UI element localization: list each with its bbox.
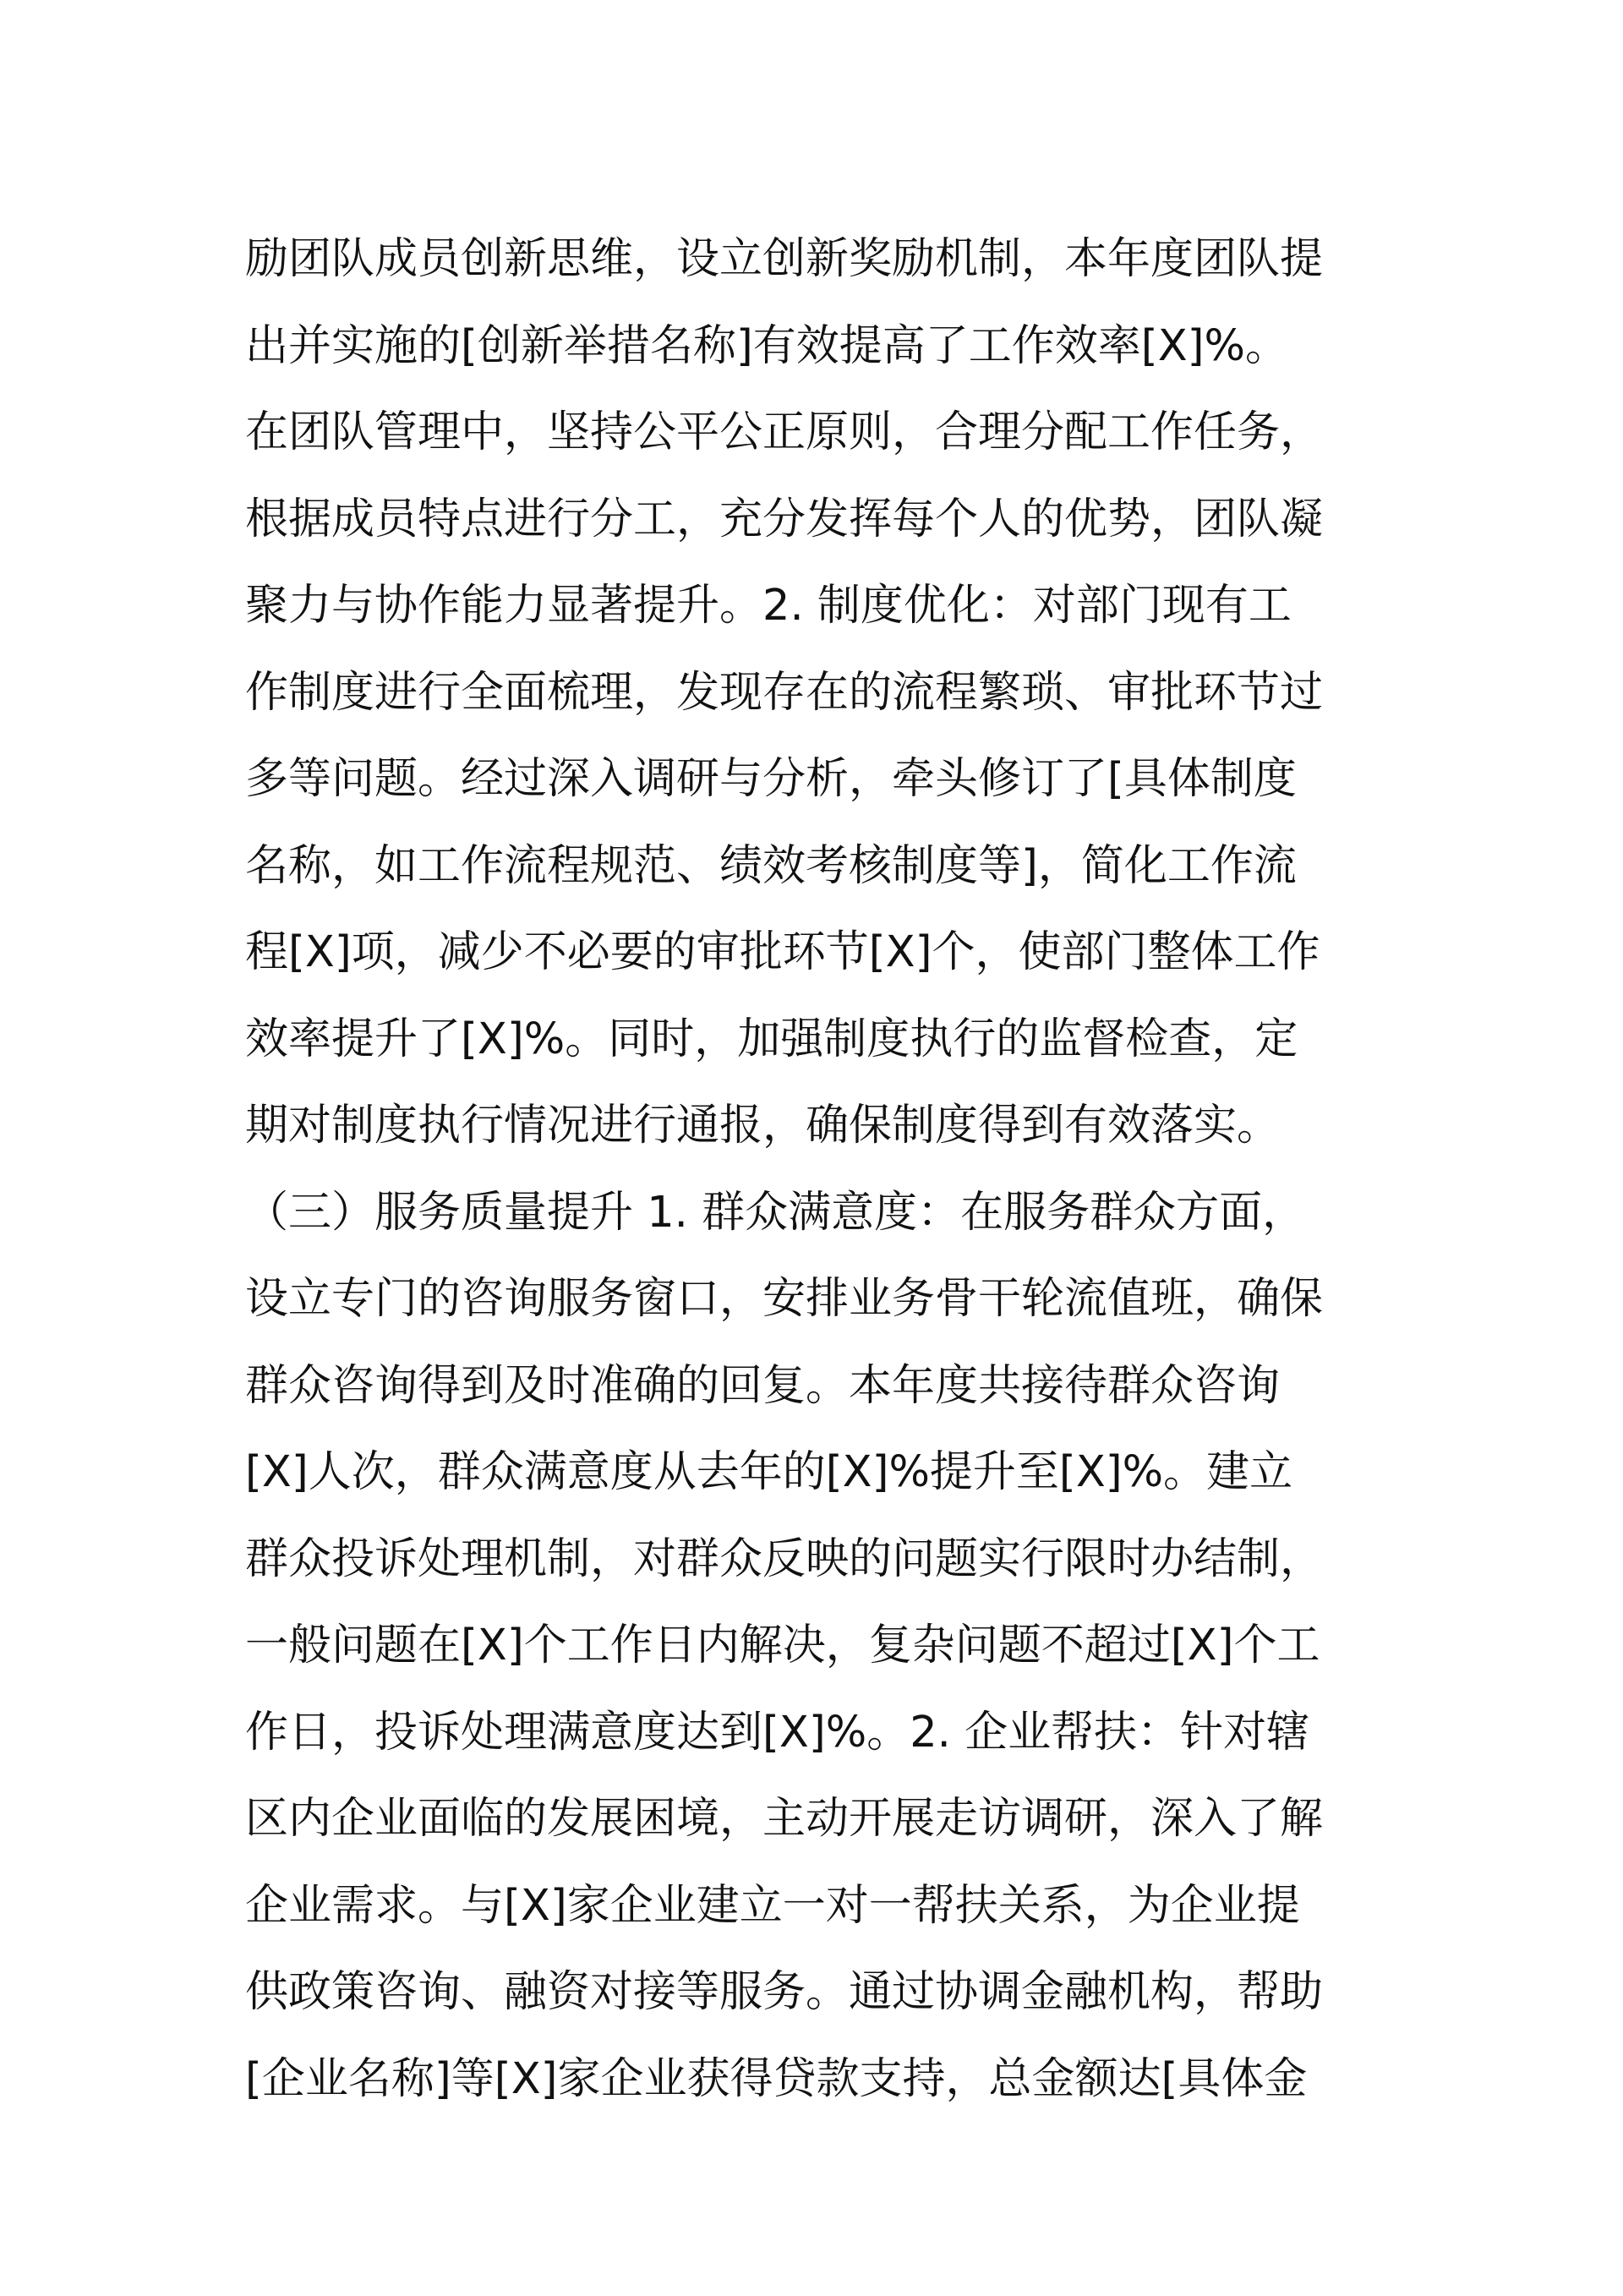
text-line: 名称，如工作流程规范、绩效考核制度等]，简化工作流 [245,840,1297,891]
text-line: 出并实施的[创新举措名称]有效提高了工作效率[X]%。 [245,320,1288,371]
text-line: 多等问题。经过深入调研与分析，牵头修订了[具体制度 [245,754,1297,804]
text-line: 在团队管理中，坚持公平公正原则，合理分配工作任务， [245,407,1324,457]
text-line: 效率提升了[X]%。同时，加强制度执行的监督检查，定 [245,1014,1298,1064]
section-heading-line: （三）服务质量提升 1. 群众满意度：在服务群众方面， [245,1187,1306,1238]
text-line: 作制度进行全面梳理，发现存在的流程繁琐、审批环节过 [245,667,1324,718]
text-line: 企业需求。与[X]家企业建立一对一帮扶关系，为企业提 [245,1880,1300,1931]
text-line: 根据成员特点进行分工，充分发挥每个人的优势，团队凝 [245,494,1324,544]
text-line: 期对制度执行情况进行通报，确保制度得到有效落实。 [245,1101,1281,1151]
text-line: 群众投诉处理机制，对群众反映的问题实行限时办结制， [245,1533,1324,1584]
text-line: 励团队成员创新思维，设立创新奖励机制，本年度团队提 [245,234,1324,284]
text-line: 一般问题在[X]个工作日内解决，复杂问题不超过[X]个工 [245,1621,1320,1670]
text-line: 群众咨询得到及时准确的回复。本年度共接待群众咨询 [245,1360,1281,1411]
text-line: [X]人次，群众满意度从去年的[X]%提升至[X]%。建立 [245,1447,1293,1497]
text-line: 设立专门的咨询服务窗口，安排业务骨干轮流值班，确保 [245,1274,1324,1324]
text-line: [企业名称]等[X]家企业获得贷款支持，总金额达[具体金 [245,2053,1308,2104]
text-line: 作日，投诉处理满意度达到[X]%。2. 企业帮扶：针对辖 [245,1707,1310,1758]
text-line: 程[X]项，减少不必要的审批环节[X]个，使部门整体工作 [245,927,1320,977]
text-line: 区内企业面临的发展困境，主动开展走访调研，深入了解 [245,1794,1324,1844]
text-line: 聚力与协作能力显著提升。2. 制度优化：对部门现有工 [245,581,1292,631]
body-text [245,216,1395,2123]
text-line: 供政策咨询、融资对接等服务。通过协调金融机构，帮助 [245,1967,1324,2017]
